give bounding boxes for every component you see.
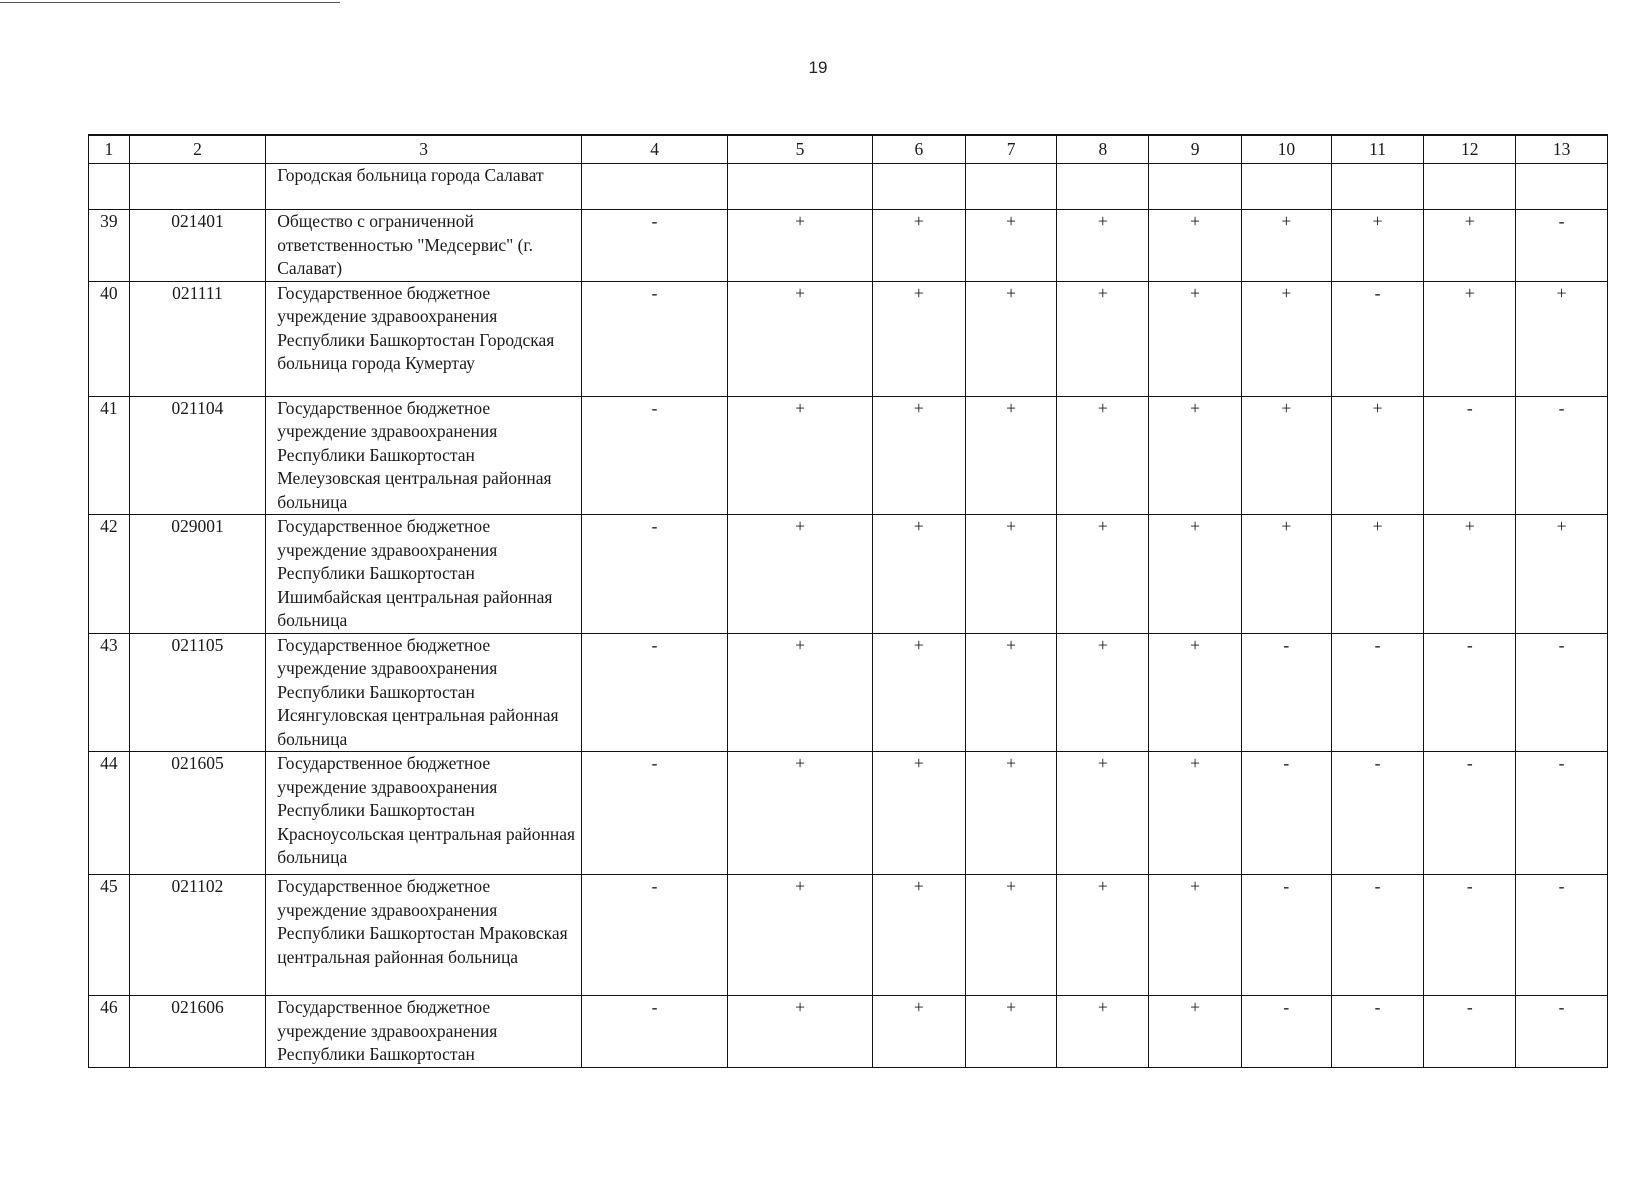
mark-cell-col-6: + — [872, 281, 965, 396]
mark-cell-col-12: - — [1424, 633, 1516, 752]
mark-cell-col-13: - — [1516, 396, 1608, 515]
mark-cell-col-9: + — [1149, 396, 1242, 515]
mark-cell-col-13: - — [1516, 752, 1608, 875]
mark-cell-col-6: + — [872, 396, 965, 515]
mark-cell-col-8: + — [1057, 996, 1149, 1068]
mark-cell-col-5: + — [728, 281, 873, 396]
mark-cell-col-11: + — [1331, 210, 1424, 282]
registry-code-cell: 021104 — [129, 396, 266, 515]
row-number-cell: 39 — [89, 210, 130, 282]
mark-cell-col-12: - — [1424, 996, 1516, 1068]
organization-name-cell: Государственное бюджетное учреждение здравоохранения Республики Башкортостан Городская больница города Кумертау — [266, 281, 582, 396]
mark-cell-col-10: + — [1242, 396, 1332, 515]
table-row — [89, 996, 1608, 1068]
page-number: 19 — [808, 58, 828, 77]
mark-cell-col-10: + — [1242, 281, 1332, 396]
mark-cell-col-6: + — [872, 210, 965, 282]
mark-cell-col-8: + — [1057, 515, 1149, 634]
organization-name-cell: Государственное бюджетное учреждение здравоохранения Республики Башкортостан Мраковская центральная районная больница — [266, 875, 582, 996]
mark-cell-col-12: + — [1424, 210, 1516, 282]
mark-cell-col-9: + — [1149, 281, 1242, 396]
mark-cell-col-5: + — [728, 515, 873, 634]
mark-cell-col-11: - — [1331, 996, 1424, 1068]
mark-cell-col-8: + — [1057, 396, 1149, 515]
registry-code-cell: 021102 — [129, 875, 266, 996]
organization-name-cell: Городская больница города Салават — [266, 164, 582, 210]
mark-cell-col-8: + — [1057, 281, 1149, 396]
mark-cell-col-12: + — [1424, 281, 1516, 396]
column-header-9: 9 — [1149, 135, 1242, 164]
mark-cell-col-7 — [965, 164, 1057, 210]
mark-cell-col-12 — [1424, 164, 1516, 210]
column-header-6: 6 — [872, 135, 965, 164]
mark-cell-col-7: + — [965, 210, 1057, 282]
mark-cell-col-8: + — [1057, 752, 1149, 875]
organization-name-cell: Государственное бюджетное учреждение здравоохранения Республики Башкортостан Ишимбайская центральная районная больница — [266, 515, 582, 634]
mark-cell-col-7: + — [965, 875, 1057, 996]
row-number-cell — [89, 164, 130, 210]
row-number-cell: 40 — [89, 281, 130, 396]
mark-cell-col-10: + — [1242, 210, 1332, 282]
row-number-cell: 43 — [89, 633, 130, 752]
mark-cell-col-9: + — [1149, 875, 1242, 996]
mark-cell-col-11: - — [1331, 875, 1424, 996]
mark-cell-col-4: - — [582, 515, 728, 634]
mark-cell-col-4: - — [582, 281, 728, 396]
mark-cell-col-9 — [1149, 164, 1242, 210]
mark-cell-col-9: + — [1149, 633, 1242, 752]
mark-cell-col-6: + — [872, 875, 965, 996]
column-header-3: 3 — [266, 135, 582, 164]
mark-cell-col-10: - — [1242, 752, 1332, 875]
organization-name-cell: Государственное бюджетное учреждение здравоохранения Республики Башкортостан — [266, 996, 582, 1068]
table-row — [89, 515, 1608, 634]
organization-name-cell: Государственное бюджетное учреждение здравоохранения Республики Башкортостан Исянгуловская центральная районная больница — [266, 633, 582, 752]
mark-cell-col-4: - — [582, 633, 728, 752]
mark-cell-col-9: + — [1149, 210, 1242, 282]
table-row — [89, 633, 1608, 752]
mark-cell-col-9: + — [1149, 515, 1242, 634]
table-row — [89, 875, 1608, 996]
registry-code-cell: 029001 — [129, 515, 266, 634]
row-number-cell: 46 — [89, 996, 130, 1068]
mark-cell-col-11: + — [1331, 515, 1424, 634]
data-table — [88, 134, 1608, 1068]
registry-code-cell: 021605 — [129, 752, 266, 875]
mark-cell-col-4: - — [582, 396, 728, 515]
mark-cell-col-7: + — [965, 996, 1057, 1068]
column-header-11: 11 — [1331, 135, 1424, 164]
table-row — [89, 396, 1608, 515]
column-header-2: 2 — [129, 135, 266, 164]
mark-cell-col-9: + — [1149, 752, 1242, 875]
mark-cell-col-5: + — [728, 396, 873, 515]
mark-cell-col-8: + — [1057, 633, 1149, 752]
column-header-5: 5 — [728, 135, 873, 164]
registry-code-cell — [129, 164, 266, 210]
mark-cell-col-4: - — [582, 210, 728, 282]
mark-cell-col-10: + — [1242, 515, 1332, 634]
mark-cell-col-5: + — [728, 210, 873, 282]
mark-cell-col-4 — [582, 164, 728, 210]
mark-cell-col-4: - — [582, 875, 728, 996]
mark-cell-col-12: - — [1424, 875, 1516, 996]
table-row — [89, 281, 1608, 396]
mark-cell-col-9: + — [1149, 996, 1242, 1068]
mark-cell-col-6: + — [872, 752, 965, 875]
mark-cell-col-5: + — [728, 752, 873, 875]
mark-cell-col-6: + — [872, 515, 965, 634]
row-number-cell: 45 — [89, 875, 130, 996]
mark-cell-col-4: - — [582, 752, 728, 875]
mark-cell-col-11 — [1331, 164, 1424, 210]
mark-cell-col-12: - — [1424, 752, 1516, 875]
mark-cell-col-7: + — [965, 396, 1057, 515]
table-row — [89, 210, 1608, 282]
column-header-8: 8 — [1057, 135, 1149, 164]
mark-cell-col-7: + — [965, 281, 1057, 396]
registry-code-cell: 021105 — [129, 633, 266, 752]
header-row — [89, 135, 1608, 164]
mark-cell-col-7: + — [965, 633, 1057, 752]
row-number-cell: 41 — [89, 396, 130, 515]
registry-code-cell: 021111 — [129, 281, 266, 396]
table-row — [89, 164, 1608, 210]
organization-name-cell: Государственное бюджетное учреждение здравоохранения Республики Башкортостан Мелеузовская центральная районная больница — [266, 396, 582, 515]
mark-cell-col-13: + — [1516, 281, 1608, 396]
organization-name-cell: Общество с ограниченной ответственностью "Медсервис" (г. Салават) — [266, 210, 582, 282]
mark-cell-col-8: + — [1057, 875, 1149, 996]
mark-cell-col-13: - — [1516, 210, 1608, 282]
mark-cell-col-7: + — [965, 752, 1057, 875]
mark-cell-col-13: - — [1516, 996, 1608, 1068]
mark-cell-col-13 — [1516, 164, 1608, 210]
mark-cell-col-8: + — [1057, 210, 1149, 282]
mark-cell-col-7: + — [965, 515, 1057, 634]
registry-code-cell: 021401 — [129, 210, 266, 282]
column-header-12: 12 — [1424, 135, 1516, 164]
mark-cell-col-11: + — [1331, 396, 1424, 515]
mark-cell-col-11: - — [1331, 752, 1424, 875]
column-header-10: 10 — [1242, 135, 1332, 164]
mark-cell-col-11: - — [1331, 633, 1424, 752]
column-header-7: 7 — [965, 135, 1057, 164]
mark-cell-col-5 — [728, 164, 873, 210]
mark-cell-col-6: + — [872, 633, 965, 752]
mark-cell-col-8 — [1057, 164, 1149, 210]
mark-cell-col-12: + — [1424, 515, 1516, 634]
column-header-13: 13 — [1516, 135, 1608, 164]
column-header-4: 4 — [582, 135, 728, 164]
mark-cell-col-5: + — [728, 875, 873, 996]
mark-cell-col-6 — [872, 164, 965, 210]
mark-cell-col-5: + — [728, 996, 873, 1068]
top-rule — [0, 2, 340, 3]
mark-cell-col-13: + — [1516, 515, 1608, 634]
mark-cell-col-10 — [1242, 164, 1332, 210]
mark-cell-col-4: - — [582, 996, 728, 1068]
mark-cell-col-10: - — [1242, 875, 1332, 996]
registry-code-cell: 021606 — [129, 996, 266, 1068]
mark-cell-col-13: - — [1516, 633, 1608, 752]
row-number-cell: 44 — [89, 752, 130, 875]
row-number-cell: 42 — [89, 515, 130, 634]
mark-cell-col-11: - — [1331, 281, 1424, 396]
mark-cell-col-12: - — [1424, 396, 1516, 515]
mark-cell-col-10: - — [1242, 633, 1332, 752]
mark-cell-col-10: - — [1242, 996, 1332, 1068]
organization-name-cell: Государственное бюджетное учреждение здравоохранения Республики Башкортостан Красноусольская центральная районная больница — [266, 752, 582, 875]
mark-cell-col-13: - — [1516, 875, 1608, 996]
table-body — [89, 135, 1608, 1067]
column-header-1: 1 — [89, 135, 130, 164]
mark-cell-col-5: + — [728, 633, 873, 752]
mark-cell-col-6: + — [872, 996, 965, 1068]
table-row — [89, 752, 1608, 875]
